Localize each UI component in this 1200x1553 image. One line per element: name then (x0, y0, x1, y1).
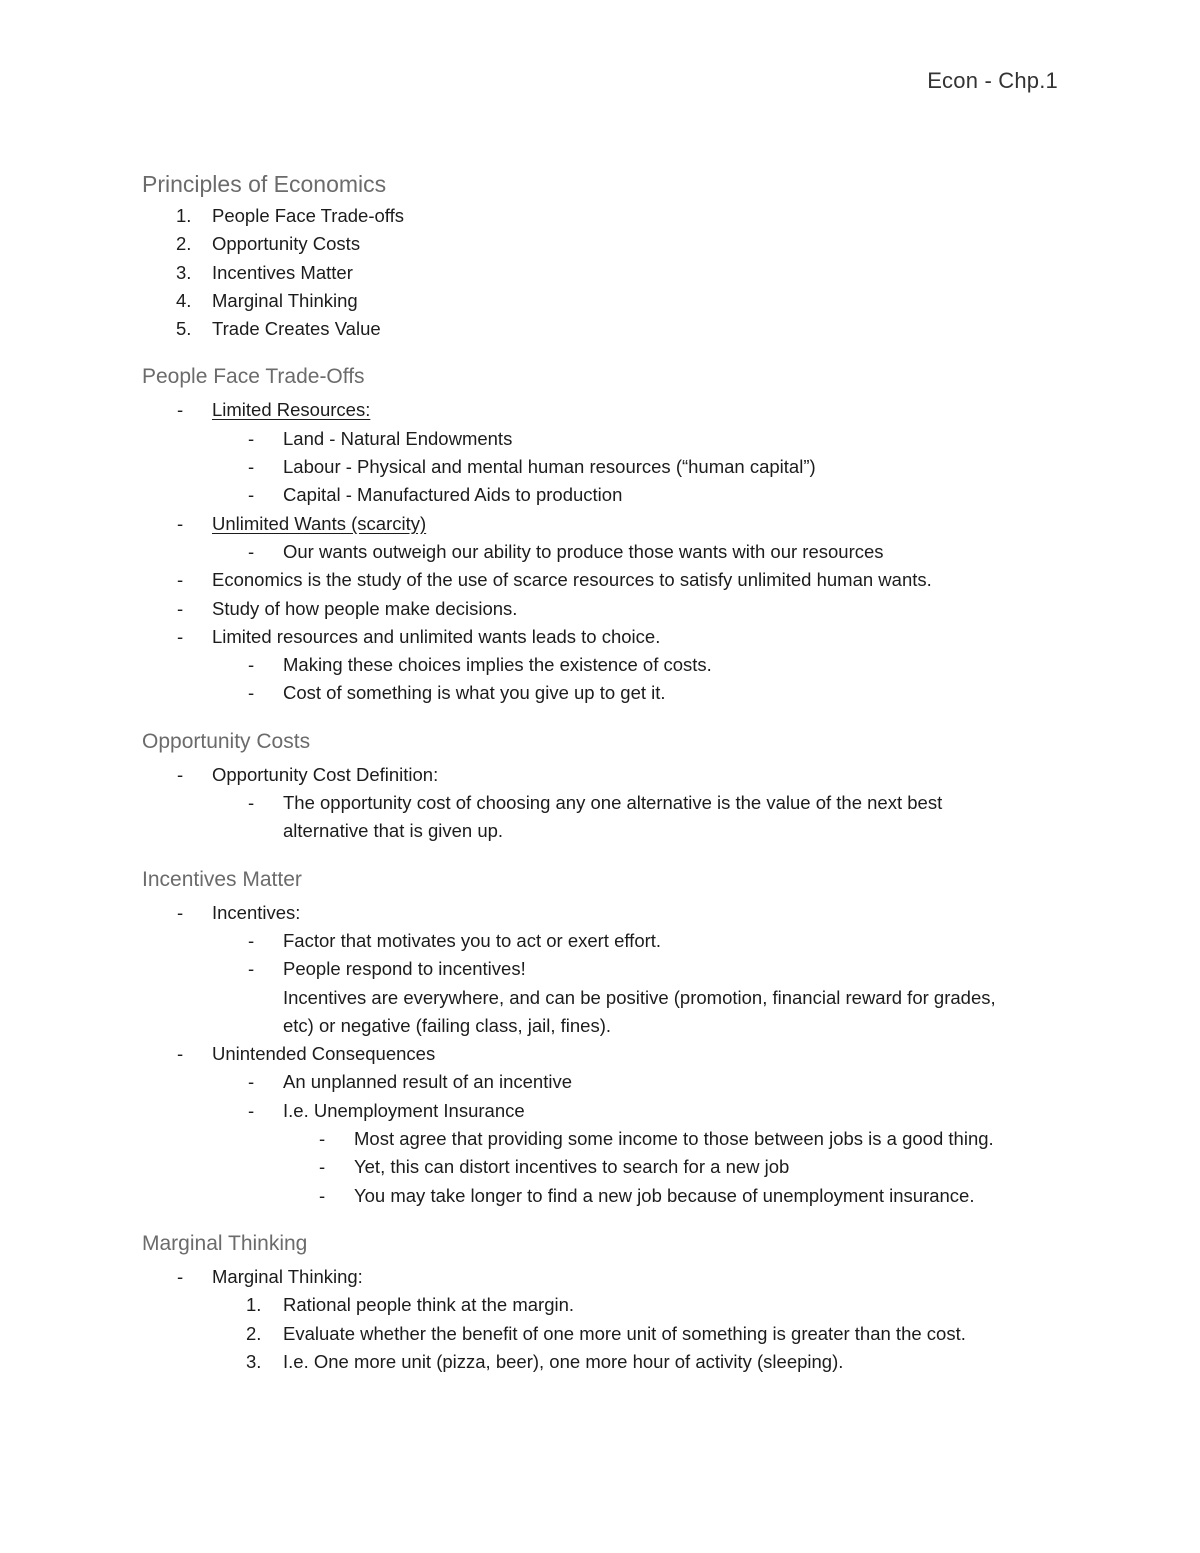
list-number: 1. (176, 205, 192, 226)
list-item (142, 230, 1062, 258)
dash-bullet: - (177, 625, 184, 647)
continuation-line (142, 1012, 1062, 1040)
list-item (142, 481, 1062, 509)
item-text: etc) or negative (failing class, jail, fines). (283, 1014, 611, 1036)
item-text: Land - Natural Endowments (283, 427, 513, 449)
list-number: 4. (176, 289, 192, 311)
item-text: I.e. One more unit (pizza, beer), one more hour of activity (sleeping). (283, 1350, 844, 1372)
item-text: The opportunity cost of choosing any one alternative is the value of the next best (283, 792, 943, 814)
section-incentives (142, 865, 1062, 1210)
page-header: Econ - Chp.1 (927, 68, 1058, 93)
dash-bullet: - (248, 456, 255, 478)
item-text: Unlimited Wants (scarcity) (212, 512, 427, 534)
item-text: alternative that is given up. (283, 820, 504, 842)
item-text: Marginal Thinking: (212, 1265, 363, 1287)
list-item (142, 789, 1062, 817)
list-item (142, 623, 1062, 651)
list-item (142, 1097, 1062, 1125)
section-marginal-thinking (142, 1229, 1062, 1376)
item-text: Rational people think at the margin. (283, 1294, 575, 1316)
principle-text: Incentives Matter (212, 261, 353, 283)
list-item (142, 425, 1062, 453)
list-item (142, 1263, 1062, 1291)
dash-bullet: - (177, 763, 184, 785)
list-item (142, 1182, 1062, 1210)
list-item (142, 1040, 1062, 1068)
section-heading: People Face Trade-Offs (142, 365, 365, 389)
item-text: Yet, this can distort incentives to search for a new job (354, 1156, 790, 1178)
dash-bullet: - (248, 682, 255, 704)
list-item (142, 396, 1062, 424)
dash-bullet: - (248, 929, 255, 951)
item-text: Most agree that providing some income to those between jobs is a good thing. (354, 1128, 994, 1150)
dash-bullet: - (177, 399, 184, 421)
item-text: Capital - Manufactured Aids to production (283, 484, 623, 506)
list-item (142, 202, 1062, 230)
list-item (142, 1068, 1062, 1096)
list-item (142, 679, 1062, 707)
section-principles (142, 168, 1062, 343)
list-item (142, 510, 1062, 538)
list-item (142, 761, 1062, 789)
continuation-line (142, 984, 1062, 1012)
list-item (142, 1348, 1062, 1376)
document-body (142, 168, 1062, 1376)
item-text: Making these choices implies the existence of costs. (283, 654, 712, 676)
list-item (142, 315, 1062, 343)
item-text: Study of how people make decisions. (212, 597, 518, 619)
list-number: 5. (176, 318, 192, 340)
list-item (142, 1291, 1062, 1319)
list-number: 2. (246, 1322, 262, 1344)
dash-bullet: - (177, 569, 184, 591)
item-text: Opportunity Cost Definition: (212, 763, 439, 785)
list-item (142, 538, 1062, 566)
list-item (142, 927, 1062, 955)
item-text: An unplanned result of an incentive (283, 1071, 573, 1093)
principle-text: People Face Trade-offs (212, 205, 404, 226)
dash-bullet: - (248, 1071, 255, 1093)
item-text: People respond to incentives! (283, 958, 526, 980)
item-text: Incentives: (212, 901, 301, 923)
document-title: Principles of Economics (142, 171, 387, 197)
list-item (142, 899, 1062, 927)
list-number: 1. (246, 1294, 262, 1316)
list-item (142, 595, 1062, 623)
list-item (142, 651, 1062, 679)
list-item (142, 1153, 1062, 1181)
dash-bullet: - (319, 1156, 326, 1178)
dash-bullet: - (248, 540, 255, 562)
item-text: You may take longer to find a new job because of unemployment insurance. (354, 1184, 975, 1206)
item-text: Economics is the study of the use of scarce resources to satisfy unlimited human wants. (212, 569, 932, 591)
item-text: Our wants outweigh our ability to produce those wants with our resources (283, 540, 884, 562)
continuation-line (142, 817, 1062, 845)
section-heading: Incentives Matter (142, 867, 302, 891)
list-number: 3. (246, 1350, 262, 1372)
dash-bullet: - (248, 427, 255, 449)
dash-bullet: - (177, 1043, 184, 1065)
principle-text: Marginal Thinking (212, 289, 358, 311)
item-text: Factor that motivates you to act or exert effort. (283, 929, 662, 951)
section-heading: Opportunity Costs (142, 729, 311, 753)
item-text: Limited resources and unlimited wants leads to choice. (212, 625, 661, 647)
list-item (142, 1320, 1062, 1348)
item-text: I.e. Unemployment Insurance (283, 1099, 525, 1121)
dash-bullet: - (177, 1265, 184, 1287)
dash-bullet: - (248, 958, 255, 980)
list-item (142, 955, 1062, 983)
item-text: Limited Resources: (212, 399, 371, 421)
item-text: Labour - Physical and mental human resources (“human capital”) (283, 456, 816, 478)
list-item (142, 566, 1062, 594)
list-item (142, 1125, 1062, 1153)
list-item (142, 287, 1062, 315)
dash-bullet: - (177, 512, 184, 534)
item-text: Unintended Consequences (212, 1043, 436, 1065)
item-text: Cost of something is what you give up to get it. (283, 682, 666, 704)
item-text: Evaluate whether the benefit of one more unit of something is greater than the cost. (283, 1322, 966, 1344)
principle-text: Trade Creates Value (212, 318, 381, 340)
dash-bullet: - (319, 1128, 326, 1150)
list-number: 2. (176, 233, 192, 255)
dash-bullet: - (248, 484, 255, 506)
section-heading: Marginal Thinking (142, 1231, 308, 1255)
dash-bullet: - (177, 901, 184, 923)
dash-bullet: - (248, 1099, 255, 1121)
list-item (142, 453, 1062, 481)
section-opportunity-costs (142, 727, 1062, 846)
item-text: Incentives are everywhere, and can be positive (promotion, financial reward for grades, (283, 986, 996, 1008)
list-number: 3. (176, 261, 192, 283)
dash-bullet: - (319, 1184, 326, 1206)
dash-bullet: - (248, 792, 255, 814)
dash-bullet: - (248, 654, 255, 676)
section-tradeoffs (142, 362, 1062, 707)
dash-bullet: - (177, 597, 184, 619)
list-item (142, 259, 1062, 287)
principle-text: Opportunity Costs (212, 233, 361, 255)
